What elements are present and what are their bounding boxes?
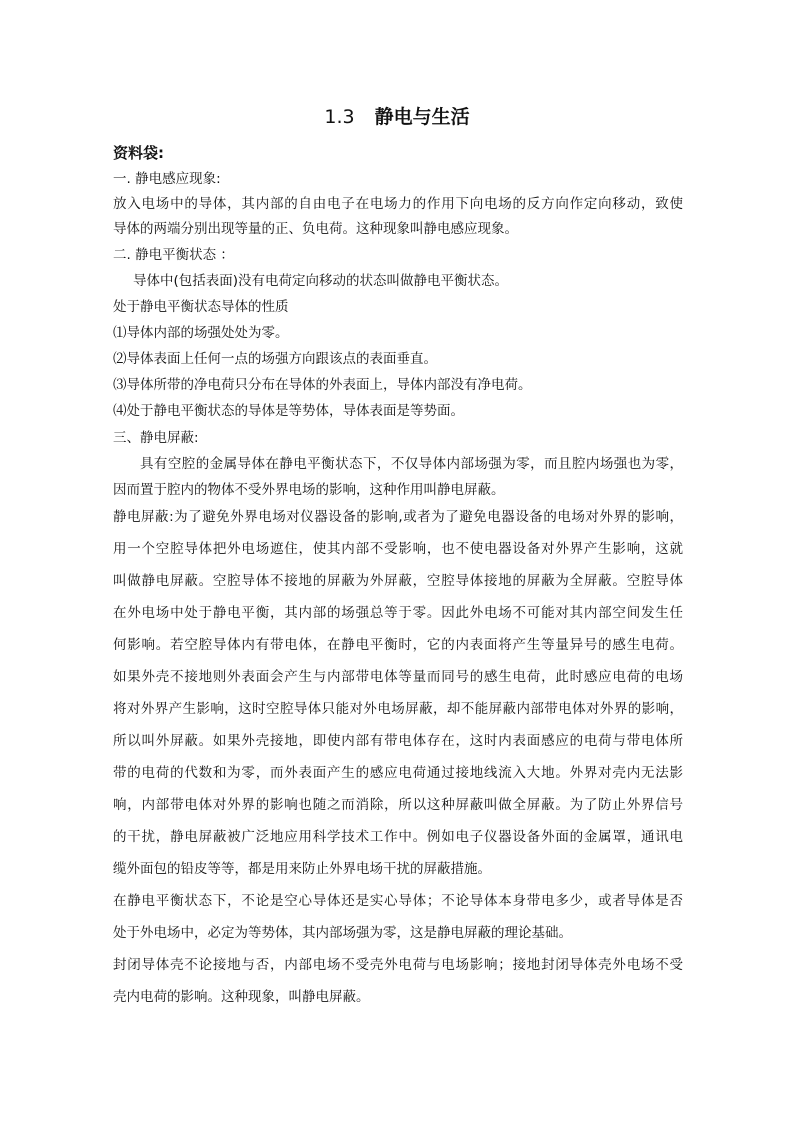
section-3-line-1: 具有空腔的金属导体在静电平衡状态下，不仅导体内部场强为零，而且腔内场强也为零， xyxy=(140,456,683,472)
shielding-line-5: 何影响。若空腔导体内有带电体，在静电平衡时，它的内表面将产生等量异号的感生电荷。 xyxy=(113,637,683,653)
shielding-line-4: 在外电场中处于静电平衡，其内部的场强总等于零。因此外电场不可能对其内部空间发生任 xyxy=(113,605,683,621)
shielding-line-11: 的干扰，静电屏蔽被广泛地应用科学技术工作中。例如电子仪器设备外面的金属罩，通讯电 xyxy=(113,829,683,845)
property-item-1: ⑴导体内部的场强处处为零。 xyxy=(113,325,289,341)
section-3-title: 三、静电屏蔽: xyxy=(113,430,199,446)
shielding-line-6: 如果外壳不接地则外表面会产生与内部带电体等量而同号的感生电荷，此时感应电荷的电场 xyxy=(113,669,683,685)
section-2-subtitle: 处于静电平衡状态导体的性质 xyxy=(113,299,289,315)
page-title xyxy=(0,104,794,130)
shielding-line-2: 用一个空腔导体把外电场遮住，使其内部不受影响，也不使电器设备对外界产生影响，这就 xyxy=(113,541,683,557)
property-item-4: ⑷处于静电平衡状态的导体是等势体，导体表面是等势面。 xyxy=(113,403,464,419)
shielding-line-9: 带的电荷的代数和为零，而外表面产生的感应电荷通过接地线流入大地。外界对壳内无法影 xyxy=(113,765,683,781)
section-3-line-2: 因而置于腔内的物体不受外界电场的影响，这种作用叫静电屏蔽。 xyxy=(113,482,505,498)
shielding-line-12: 缆外面包的铅皮等等，都是用来防止外界电场干扰的屏蔽措施。 xyxy=(113,861,491,877)
closed-shell-line-1: 封闭导体壳不论接地与否，内部电场不受壳外电荷与电场影响；接地封闭导体壳外电场不受 xyxy=(113,957,683,973)
property-item-2: ⑵导体表面上任何一点的场强方向跟该点的表面垂直。 xyxy=(113,351,437,367)
shielding-line-8: 所以叫外屏蔽。如果外壳接地，即使内部有带电体存在，这时内表面感应的电荷与带电体所 xyxy=(113,733,683,749)
shielding-line-10: 响，内部带电体对外界的影响也随之而消除，所以这种屏蔽叫做全屏蔽。为了防止外界信号 xyxy=(113,797,683,813)
section-number: 1.3 xyxy=(324,106,355,128)
section-1-line-1: 放入电场中的导体，其内部的自由电子在电场力的作用下向电场的反方向作定向移动，致使 xyxy=(113,196,683,212)
property-item-3: ⑶导体所带的净电荷只分布在导体的外表面上，导体内部没有净电荷。 xyxy=(113,377,532,393)
section-1-title: 一. 静电感应现象: xyxy=(113,171,221,187)
shielding-line-3: 叫做静电屏蔽。空腔导体不接地的屏蔽为外屏蔽，空腔导体接地的屏蔽为全屏蔽。空腔导体 xyxy=(113,573,683,589)
shielding-line-1: 静电屏蔽:为了避免外界电场对仪器设备的影响,或者为了避免电器设备的电场对外界的影响， xyxy=(113,509,683,525)
materials-heading: 资料袋: xyxy=(113,144,164,162)
section-2-line-1: 导体中(包括表面)没有电荷定向移动的状态叫做静电平衡状态。 xyxy=(133,273,509,289)
shielding-line-7: 将对外界产生影响，这时空腔导体只能对外电场屏蔽，却不能屏蔽内部带电体对外界的影响， xyxy=(113,701,683,717)
basis-line-2: 处于外电场中，必定为等势体，其内部场强为零，这是静电屏蔽的理论基础。 xyxy=(113,925,572,941)
title-text: 静电与生活 xyxy=(374,106,470,128)
basis-line-1: 在静电平衡状态下，不论是空心导体还是实心导体；不论导体本身带电多少，或者导体是否 xyxy=(113,893,683,909)
section-2-title: 二. 静电平衡状态 ： xyxy=(113,247,234,263)
section-1-line-2: 导体的两端分别出现等量的正、负电荷。这种现象叫静电感应现象。 xyxy=(113,221,518,237)
closed-shell-line-2: 壳内电荷的影响。这种现象，叫静电屏蔽。 xyxy=(113,989,370,1005)
